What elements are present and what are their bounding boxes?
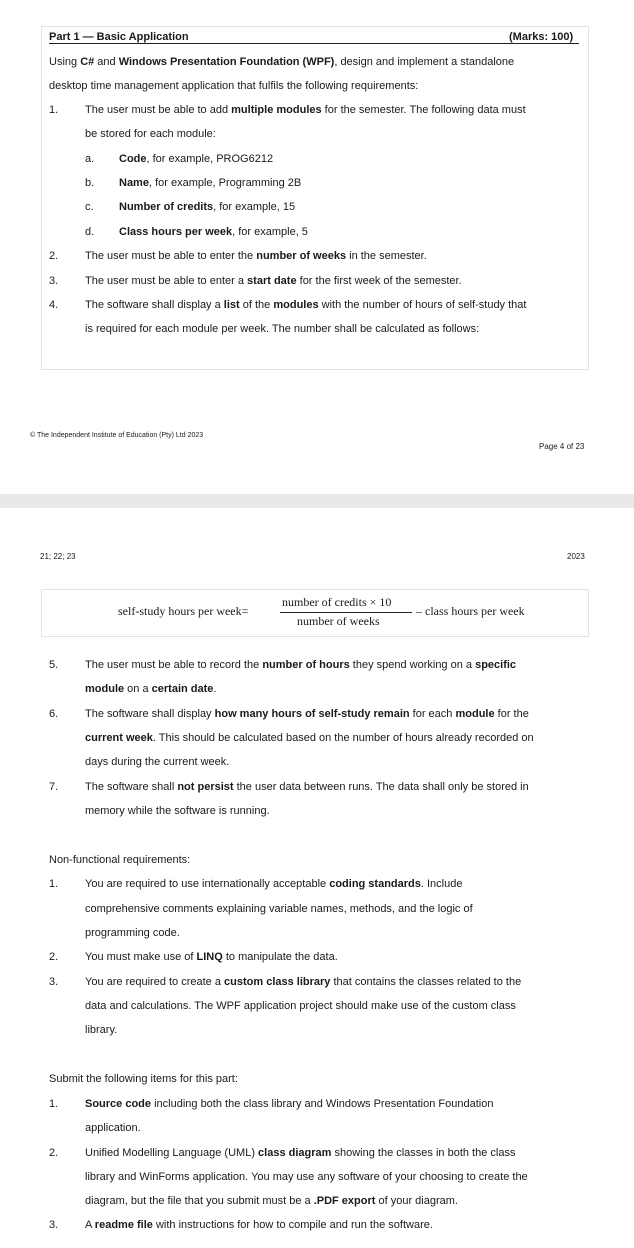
nf-3-line-1: You are required to create a custom class library that contains the classes related to the [85, 976, 522, 988]
item-5-line-1: The user must be able to record the number of hours they spend working on a specific [85, 659, 517, 671]
nf-1-line-2: comprehensive comments explaining variable names, methods, and the logic of [85, 903, 473, 915]
item-number: 5. [49, 659, 59, 671]
submit-heading: Submit the following items for this part: [49, 1073, 238, 1085]
item-number: 7. [49, 781, 59, 793]
item-6-line-3: days during the current week. [85, 756, 230, 768]
item-4-line-2: is required for each module per week. The number shall be calculated as follows: [85, 323, 480, 335]
sub-letter: d. [85, 226, 95, 238]
item-2: The user must be able to enter the number of weeks in the semester. [85, 250, 427, 262]
item-number: 1. [49, 1098, 59, 1110]
sub-item-code: Code, for example, PROG6212 [119, 153, 274, 165]
sub-letter: a. [85, 153, 95, 165]
sub-letter: b. [85, 177, 95, 189]
nf-1-line-1: You are required to use internationally acceptable coding standards. Include [85, 878, 463, 890]
item-7-line-1: The software shall not persist the user data between runs. The data shall only be stored in [85, 781, 529, 793]
item-1-line-2: be stored for each module: [85, 128, 216, 140]
item-number: 4. [49, 299, 59, 311]
title-underline [49, 43, 579, 44]
formula-denominator: number of weeks [297, 614, 380, 628]
item-number: 2. [49, 951, 59, 963]
sub-item-class-hours: Class hours per week, for example, 5 [119, 226, 308, 238]
submit-1-line-1: Source code including both the class library and Windows Presentation Foundation [85, 1098, 494, 1110]
sub-item-credits: Number of credits, for example, 15 [119, 201, 296, 213]
page-divider [0, 494, 634, 508]
item-7-line-2: memory while the software is running. [85, 805, 270, 817]
intro-line-1: Using C# and Windows Presentation Foundation (WPF), design and implement a standalone [49, 56, 515, 68]
sub-item-name: Name, for example, Programming 2B [119, 177, 302, 189]
item-number: 2. [49, 250, 59, 262]
nf-3-line-3: library. [85, 1024, 118, 1036]
item-4-line-1: The software shall display a list of the modules with the number of hours of self-study that [85, 299, 527, 311]
fraction-bar [280, 612, 412, 613]
item-number: 3. [49, 1219, 59, 1231]
header-right: 2023 [567, 552, 585, 561]
item-6-line-1: The software shall display how many hours of self-study remain for each module for the [85, 708, 529, 720]
item-number: 3. [49, 976, 59, 988]
document-page-5 [0, 508, 634, 1248]
nf-1-line-3: programming code. [85, 927, 180, 939]
part-title: Part 1 — Basic Application [49, 31, 189, 43]
nf-2: You must make use of LINQ to manipulate the data. [85, 951, 338, 963]
nonfunctional-heading: Non-functional requirements: [49, 854, 191, 866]
submit-1-line-2: application. [85, 1122, 141, 1134]
content-frame [41, 26, 589, 370]
submit-3: A readme file with instructions for how to compile and run the software. [85, 1219, 433, 1231]
item-number: 1. [49, 104, 59, 116]
page-number: Page 4 of 23 [539, 442, 585, 451]
marks-label: (Marks: 100) [509, 31, 574, 43]
item-number: 6. [49, 708, 59, 720]
formula-lhs: self-study hours per week= [118, 604, 249, 618]
submit-2-line-1: Unified Modelling Language (UML) class diagram showing the classes in both the class [85, 1147, 516, 1159]
nf-3-line-2: data and calculations. The WPF application project should make use of the custom class [85, 1000, 516, 1012]
item-1-line-1: The user must be able to add multiple modules for the semester. The following data must [85, 104, 526, 116]
intro-line-2: desktop time management application that fulfils the following requirements: [49, 80, 419, 92]
item-number: 3. [49, 275, 59, 287]
copyright-footer: © The Independent Institute of Education (Pty) Ltd 2023 [30, 432, 204, 439]
sub-letter: c. [85, 201, 94, 213]
submit-2-line-2: library and WinForms application. You may use any software of your choosing to create the [85, 1171, 528, 1183]
item-number: 2. [49, 1147, 59, 1159]
formula-numerator: number of credits × 10 [282, 595, 392, 609]
document-page-4 [0, 0, 634, 494]
item-3: The user must be able to enter a start date for the first week of the semester. [85, 275, 462, 287]
item-6-line-2: current week. This should be calculated based on the number of hours already recorded on [85, 732, 534, 744]
formula-rhs: – class hours per week [416, 604, 525, 618]
item-number: 1. [49, 878, 59, 890]
submit-2-line-3: diagram, but the file that you submit must be a .PDF export of your diagram. [85, 1195, 458, 1207]
item-5-line-2: module on a certain date. [85, 683, 217, 695]
header-left: 21; 22; 23 [40, 552, 76, 561]
